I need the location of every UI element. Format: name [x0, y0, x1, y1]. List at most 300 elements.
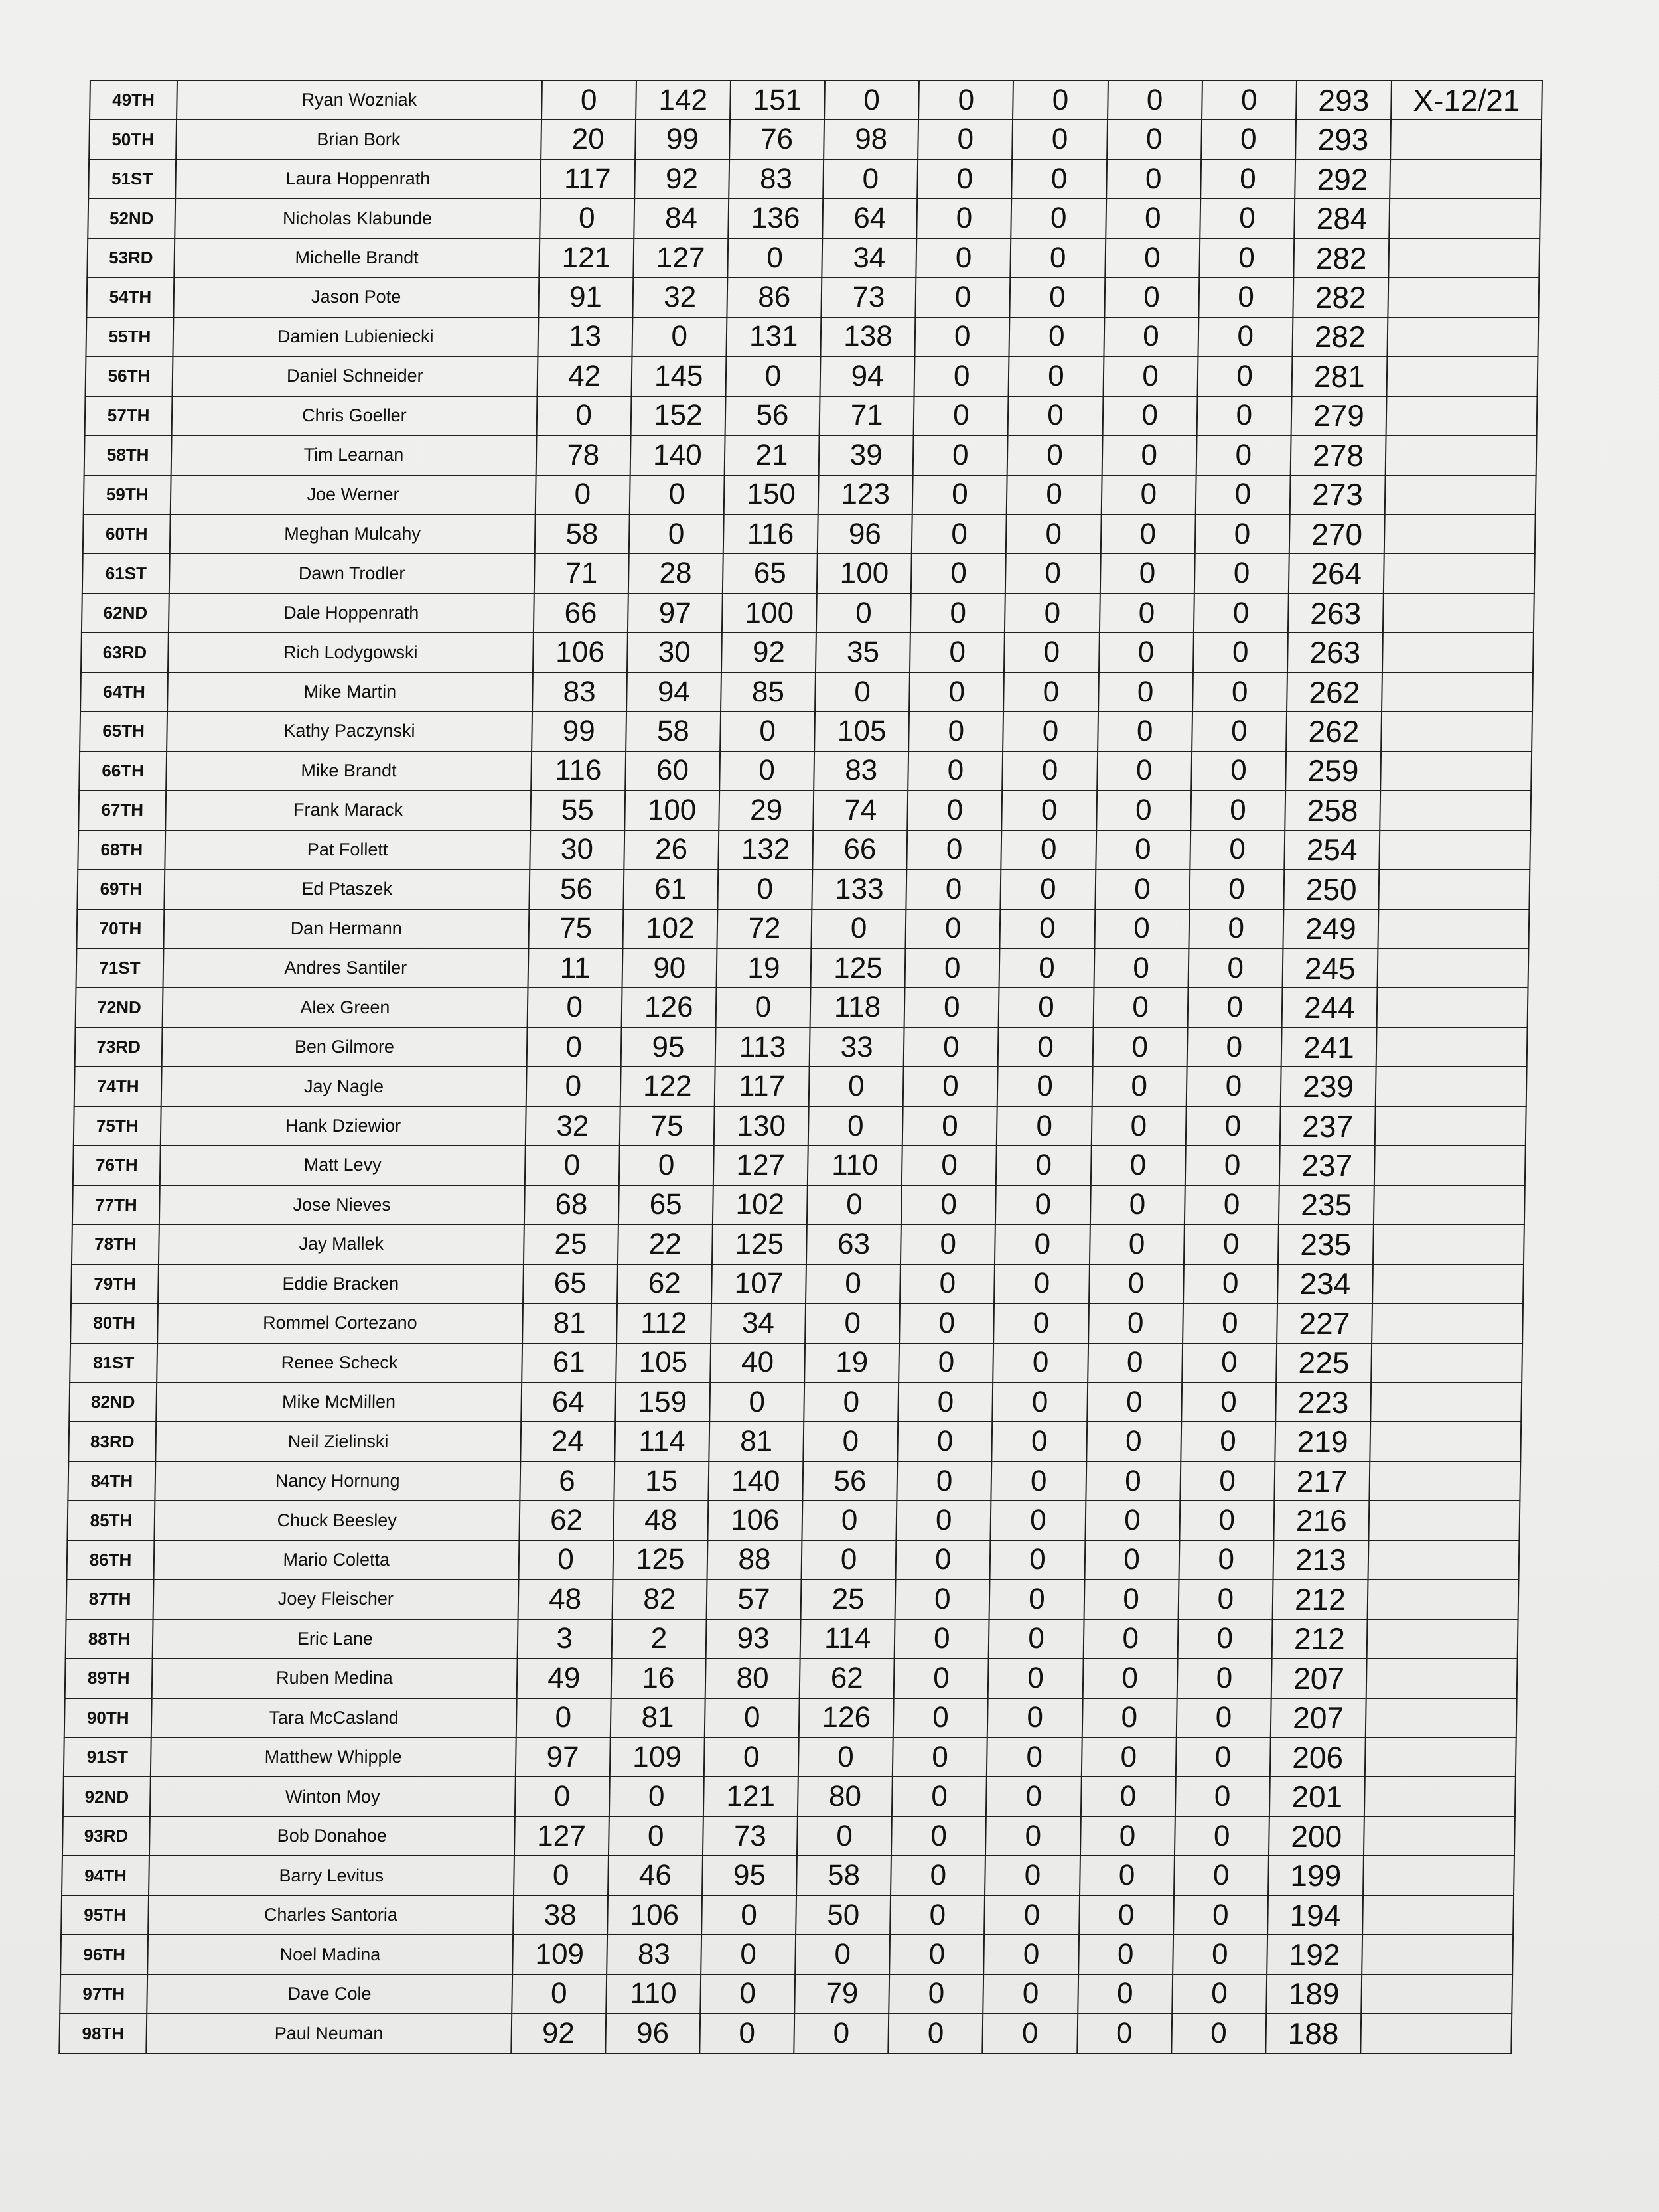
- note-cell: [1370, 1382, 1522, 1422]
- place-cell: 75TH: [74, 1106, 161, 1145]
- table-row: [87, 238, 1540, 277]
- player-name-cell: Nicholas Klabunde: [175, 198, 540, 238]
- score-cell: 55: [530, 790, 625, 830]
- player-name-cell: Chuck Beesley: [155, 1501, 520, 1540]
- score-cell: 0: [823, 159, 918, 198]
- score-cell: 0: [918, 80, 1013, 119]
- score-cell: 99: [635, 119, 730, 159]
- place-cell: 72ND: [76, 988, 163, 1027]
- score-cell: 0: [1194, 593, 1289, 632]
- note-cell: [1362, 1935, 1513, 1974]
- score-cell: 0: [1082, 1659, 1177, 1698]
- score-cell: 0: [1091, 1106, 1186, 1145]
- score-cell: 0: [1175, 1816, 1269, 1856]
- score-cell: 127: [713, 1145, 808, 1185]
- player-name-cell: Winton Moy: [150, 1777, 515, 1816]
- player-name-cell: Mike Martin: [167, 672, 532, 711]
- score-cell: 105: [814, 711, 909, 751]
- score-cell: 0: [1100, 514, 1195, 553]
- score-cell: 2: [611, 1619, 706, 1659]
- table-row: [73, 1145, 1526, 1185]
- score-cell: 0: [904, 1027, 999, 1067]
- score-cell: 117: [715, 1067, 810, 1106]
- score-cell: 81: [611, 1698, 705, 1737]
- score-cell: 0: [1011, 238, 1106, 277]
- score-cell: 0: [1184, 1224, 1279, 1264]
- score-cell: 0: [1192, 711, 1287, 751]
- place-cell: 91ST: [64, 1737, 151, 1777]
- score-cell: 32: [525, 1106, 620, 1145]
- total-cell: 199: [1268, 1856, 1364, 1895]
- score-cell: 121: [703, 1777, 798, 1816]
- score-cell: 0: [907, 830, 1002, 869]
- score-cell: 0: [899, 1303, 994, 1343]
- score-cell: 57: [706, 1580, 801, 1619]
- total-cell: 281: [1291, 356, 1387, 396]
- score-cell: 0: [816, 593, 911, 632]
- score-cell: 79: [794, 1974, 889, 2014]
- score-cell: 38: [513, 1895, 608, 1935]
- score-cell: 0: [1080, 1816, 1175, 1856]
- table-row: [82, 553, 1535, 593]
- total-cell: 282: [1293, 277, 1388, 317]
- score-cell: 0: [910, 632, 1005, 672]
- score-cell: 0: [526, 1027, 621, 1067]
- score-cell: 0: [992, 1422, 1087, 1461]
- score-cell: 0: [1180, 1461, 1275, 1501]
- player-name-cell: Dan Hermann: [164, 909, 529, 948]
- total-cell: 189: [1266, 1974, 1362, 2014]
- place-cell: 87TH: [66, 1580, 154, 1619]
- score-cell: 0: [512, 1974, 607, 2014]
- total-cell: 244: [1281, 988, 1377, 1027]
- score-cell: 0: [1086, 1461, 1181, 1501]
- note-cell: [1388, 277, 1539, 317]
- score-cell: 80: [705, 1659, 800, 1698]
- score-cell: 0: [704, 1737, 799, 1777]
- standings-table: [58, 80, 1543, 2054]
- score-cell: 0: [725, 356, 820, 396]
- note-cell: [1368, 1540, 1520, 1580]
- player-name-cell: Matt Levy: [160, 1145, 525, 1185]
- score-cell: 0: [1088, 1303, 1183, 1343]
- player-name-cell: Noel Madina: [147, 1935, 512, 1974]
- score-cell: 0: [1094, 909, 1189, 948]
- note-cell: [1387, 356, 1538, 396]
- score-cell: 151: [730, 80, 825, 119]
- score-cell: 0: [902, 1106, 997, 1145]
- score-cell: 63: [806, 1224, 901, 1264]
- note-cell: [1386, 435, 1537, 475]
- score-cell: 0: [909, 672, 1004, 711]
- player-name-cell: Rich Lodygowski: [168, 632, 533, 672]
- score-cell: 0: [895, 1619, 989, 1659]
- player-name-cell: Ruben Medina: [152, 1659, 517, 1698]
- score-cell: 0: [1186, 1067, 1281, 1106]
- score-cell: 0: [908, 711, 1003, 751]
- score-cell: 0: [1190, 830, 1285, 869]
- score-cell: 0: [894, 1659, 989, 1698]
- player-name-cell: Kathy Paczynski: [167, 711, 532, 751]
- score-cell: 0: [632, 317, 727, 356]
- score-cell: 0: [700, 1974, 795, 2014]
- total-cell: 201: [1269, 1777, 1365, 1816]
- score-cell: 33: [810, 1027, 904, 1067]
- total-cell: 200: [1269, 1816, 1364, 1856]
- score-cell: 113: [715, 1027, 810, 1067]
- total-cell: 216: [1273, 1501, 1369, 1540]
- place-cell: 62ND: [82, 593, 169, 632]
- player-name-cell: Rommel Cortezano: [157, 1303, 522, 1343]
- player-name-cell: Dave Cole: [147, 1974, 512, 2014]
- score-cell: 0: [914, 396, 1009, 435]
- total-cell: 282: [1293, 238, 1389, 277]
- score-cell: 85: [721, 672, 816, 711]
- score-cell: 0: [895, 1580, 990, 1619]
- table-row: [70, 1303, 1523, 1343]
- score-cell: 0: [985, 1856, 1080, 1895]
- place-cell: 57TH: [85, 396, 173, 435]
- score-cell: 88: [707, 1540, 802, 1580]
- score-cell: 0: [1195, 475, 1290, 514]
- note-cell: [1378, 948, 1529, 988]
- score-cell: 0: [719, 751, 814, 790]
- score-cell: 0: [1173, 1895, 1268, 1935]
- table-row: [76, 988, 1528, 1027]
- total-cell: 293: [1296, 80, 1392, 119]
- score-cell: 0: [893, 1698, 988, 1737]
- score-cell: 0: [1199, 238, 1294, 277]
- place-cell: 59TH: [84, 475, 171, 514]
- total-cell: 258: [1285, 790, 1380, 830]
- player-name-cell: Daniel Schneider: [173, 356, 538, 396]
- score-cell: 0: [1104, 317, 1198, 356]
- place-cell: 86TH: [66, 1540, 154, 1580]
- score-cell: 6: [520, 1461, 614, 1501]
- score-cell: 0: [797, 1816, 892, 1856]
- score-cell: 0: [986, 1777, 1081, 1816]
- score-cell: 75: [620, 1106, 715, 1145]
- player-name-cell: Tim Learnan: [171, 435, 536, 475]
- table-row: [88, 159, 1541, 198]
- score-cell: 152: [630, 396, 725, 435]
- table-row: [79, 751, 1532, 790]
- score-cell: 0: [802, 1540, 897, 1580]
- place-cell: 96TH: [60, 1935, 148, 1974]
- place-cell: 83RD: [68, 1422, 156, 1461]
- score-cell: 0: [524, 1145, 619, 1185]
- score-cell: 0: [535, 475, 630, 514]
- note-cell: [1375, 1106, 1526, 1145]
- note-cell: [1377, 988, 1528, 1027]
- player-name-cell: Mike McMillen: [156, 1382, 521, 1422]
- score-cell: 91: [538, 277, 633, 317]
- note-cell: [1376, 1027, 1528, 1067]
- table-row: [74, 1106, 1526, 1145]
- total-cell: 225: [1276, 1343, 1372, 1382]
- total-cell: 263: [1288, 593, 1384, 632]
- score-cell: 74: [813, 790, 908, 830]
- score-cell: 0: [803, 1422, 898, 1461]
- score-cell: 0: [1093, 988, 1188, 1027]
- total-cell: 207: [1271, 1698, 1366, 1737]
- score-cell: 0: [1100, 553, 1194, 593]
- score-cell: 0: [1013, 80, 1108, 119]
- score-cell: 0: [518, 1540, 613, 1580]
- note-cell: [1360, 2014, 1512, 2053]
- score-cell: 0: [899, 1343, 993, 1382]
- table-row: [76, 909, 1529, 948]
- score-cell: 106: [533, 632, 628, 672]
- table-row: [84, 435, 1537, 475]
- score-cell: 58: [626, 711, 721, 751]
- score-cell: 65: [618, 1185, 713, 1224]
- player-name-cell: Ben Gilmore: [162, 1027, 527, 1067]
- place-cell: 71ST: [76, 948, 164, 988]
- score-cell: 106: [707, 1501, 802, 1540]
- table-row: [85, 396, 1538, 435]
- player-name-cell: Jay Mallek: [159, 1224, 524, 1264]
- score-cell: 78: [536, 435, 630, 475]
- score-cell: 0: [987, 1698, 1082, 1737]
- note-cell: [1368, 1580, 1519, 1619]
- table-row: [60, 1974, 1512, 2014]
- score-cell: 0: [709, 1382, 804, 1422]
- score-cell: 0: [1003, 672, 1098, 711]
- score-cell: 0: [727, 238, 822, 277]
- score-cell: 0: [1092, 1027, 1187, 1067]
- score-cell: 0: [991, 1461, 1086, 1501]
- player-name-cell: Meghan Mulcahy: [170, 514, 535, 553]
- score-cell: 0: [915, 317, 1010, 356]
- score-cell: 0: [629, 514, 724, 553]
- score-cell: 19: [716, 948, 811, 988]
- score-cell: 68: [524, 1185, 618, 1224]
- table-row: [59, 2014, 1512, 2053]
- score-cell: 0: [998, 1027, 1093, 1067]
- score-cell: 0: [1082, 1698, 1177, 1737]
- score-cell: 0: [900, 1264, 995, 1303]
- score-cell: 0: [912, 514, 1007, 553]
- score-cell: 50: [796, 1895, 891, 1935]
- total-cell: 284: [1294, 198, 1390, 238]
- note-cell: [1384, 553, 1535, 593]
- score-cell: 0: [1086, 1422, 1181, 1461]
- score-cell: 0: [1190, 790, 1285, 830]
- score-cell: 0: [989, 1619, 1084, 1659]
- player-name-cell: Mario Coletta: [154, 1540, 519, 1580]
- score-cell: 114: [614, 1422, 709, 1461]
- note-cell: [1372, 1264, 1524, 1303]
- score-cell: 0: [805, 1303, 900, 1343]
- player-name-cell: Mike Brandt: [166, 751, 531, 790]
- score-cell: 117: [540, 159, 635, 198]
- score-cell: 11: [528, 948, 622, 988]
- note-cell: [1364, 1777, 1516, 1816]
- score-cell: 127: [633, 238, 728, 277]
- place-cell: 93RD: [62, 1816, 150, 1856]
- place-cell: 89TH: [65, 1659, 153, 1698]
- place-cell: 79TH: [71, 1264, 159, 1303]
- player-name-cell: Brian Bork: [176, 119, 541, 159]
- score-cell: 0: [1194, 553, 1289, 593]
- score-cell: 0: [1005, 553, 1100, 593]
- place-cell: 64TH: [80, 672, 168, 711]
- note-cell: [1366, 1659, 1518, 1698]
- score-cell: 0: [993, 1343, 1088, 1382]
- note-cell: [1373, 1224, 1524, 1264]
- total-cell: 249: [1283, 909, 1378, 948]
- place-cell: 95TH: [61, 1895, 149, 1935]
- score-cell: 98: [824, 119, 918, 159]
- score-cell: 136: [728, 198, 823, 238]
- score-cell: 0: [1008, 396, 1103, 435]
- score-cell: 62: [800, 1659, 895, 1698]
- note-cell: [1376, 1067, 1527, 1106]
- score-cell: 0: [1089, 1264, 1184, 1303]
- place-cell: 52ND: [88, 198, 175, 238]
- score-cell: 56: [529, 869, 624, 909]
- table-row: [83, 514, 1536, 553]
- score-cell: 122: [620, 1067, 715, 1106]
- score-cell: 140: [630, 435, 725, 475]
- score-cell: 0: [1189, 869, 1284, 909]
- score-cell: 0: [1007, 475, 1102, 514]
- place-cell: 70TH: [76, 909, 164, 948]
- score-cell: 0: [795, 1935, 890, 1974]
- total-cell: 206: [1270, 1737, 1366, 1777]
- score-cell: 0: [1202, 80, 1297, 119]
- score-cell: 0: [1189, 909, 1283, 948]
- score-cell: 127: [514, 1816, 609, 1856]
- score-cell: 64: [822, 198, 917, 238]
- score-cell: 48: [613, 1501, 708, 1540]
- score-cell: 0: [1000, 909, 1095, 948]
- score-cell: 73: [821, 277, 916, 317]
- player-name-cell: Andres Santiler: [163, 948, 528, 988]
- score-cell: 71: [534, 553, 628, 593]
- score-cell: 0: [984, 1935, 1079, 1974]
- score-cell: 0: [809, 1067, 904, 1106]
- player-name-cell: Frank Marack: [165, 790, 530, 830]
- player-name-cell: Eric Lane: [153, 1619, 518, 1659]
- score-cell: 0: [999, 948, 1094, 988]
- score-cell: 0: [1191, 751, 1286, 790]
- score-cell: 0: [794, 2014, 889, 2053]
- score-cell: 0: [916, 198, 1011, 238]
- score-cell: 110: [808, 1145, 902, 1185]
- score-cell: 0: [991, 1501, 1086, 1540]
- score-cell: 0: [1080, 1777, 1175, 1816]
- score-cell: 0: [540, 198, 634, 238]
- table-row: [81, 632, 1534, 672]
- score-cell: 0: [898, 1382, 993, 1422]
- score-cell: 0: [1078, 1974, 1173, 2014]
- note-cell: [1363, 1856, 1514, 1895]
- score-cell: 0: [1101, 475, 1196, 514]
- score-cell: 3: [517, 1619, 612, 1659]
- score-cell: 0: [1001, 830, 1096, 869]
- score-cell: 66: [534, 593, 628, 632]
- table-row: [86, 317, 1538, 356]
- total-cell: 293: [1295, 119, 1391, 159]
- score-cell: 0: [536, 396, 631, 435]
- score-cell: 0: [1183, 1303, 1277, 1343]
- score-cell: 0: [997, 1106, 1092, 1145]
- score-cell: 125: [712, 1224, 807, 1264]
- score-cell: 0: [1001, 869, 1096, 909]
- score-cell: 64: [521, 1382, 616, 1422]
- score-cell: 34: [711, 1303, 806, 1343]
- score-cell: 92: [511, 2014, 606, 2053]
- score-cell: 0: [1010, 277, 1105, 317]
- score-cell: 0: [1200, 159, 1295, 198]
- score-cell: 142: [636, 80, 731, 119]
- table-row: [82, 593, 1534, 632]
- note-cell: [1371, 1343, 1522, 1382]
- score-cell: 0: [1081, 1737, 1176, 1777]
- total-cell: 188: [1265, 2014, 1361, 2053]
- score-cell: 0: [808, 1106, 903, 1145]
- score-cell: 97: [515, 1737, 610, 1777]
- score-cell: 86: [727, 277, 822, 317]
- total-cell: 237: [1280, 1106, 1376, 1145]
- player-name-cell: Dale Hoppenrath: [169, 593, 534, 632]
- score-cell: 19: [804, 1343, 899, 1382]
- score-cell: 0: [802, 1501, 897, 1540]
- place-cell: 74TH: [74, 1067, 162, 1106]
- player-name-cell: Neil Zielinski: [155, 1422, 520, 1461]
- score-cell: 0: [987, 1737, 1082, 1777]
- score-cell: 90: [622, 948, 717, 988]
- score-cell: 0: [806, 1264, 901, 1303]
- score-cell: 0: [993, 1382, 1088, 1422]
- score-cell: 0: [905, 948, 1000, 988]
- score-cell: 0: [902, 1145, 997, 1185]
- score-cell: 0: [996, 1145, 1091, 1185]
- score-cell: 0: [1007, 435, 1102, 475]
- score-cell: 0: [1085, 1501, 1180, 1540]
- score-cell: 0: [1012, 119, 1107, 159]
- score-cell: 0: [1171, 2014, 1266, 2053]
- total-cell: 207: [1271, 1659, 1367, 1698]
- score-cell: 0: [1181, 1422, 1275, 1461]
- total-cell: 245: [1282, 948, 1378, 988]
- note-cell: [1383, 593, 1534, 632]
- score-cell: 0: [1079, 1895, 1174, 1935]
- note-cell: [1381, 711, 1532, 751]
- score-cell: 82: [612, 1580, 707, 1619]
- score-cell: 97: [628, 593, 723, 632]
- score-cell: 94: [626, 672, 721, 711]
- total-cell: 262: [1286, 711, 1382, 751]
- score-cell: 30: [530, 830, 624, 869]
- note-cell: [1382, 632, 1534, 672]
- score-cell: 0: [983, 2014, 1078, 2053]
- score-cell: 0: [1107, 119, 1202, 159]
- total-cell: 259: [1285, 751, 1381, 790]
- total-cell: 254: [1284, 830, 1380, 869]
- score-cell: 0: [1094, 948, 1189, 988]
- score-cell: 114: [800, 1619, 895, 1659]
- note-cell: [1361, 1974, 1512, 2014]
- score-cell: 61: [623, 869, 718, 909]
- total-cell: 217: [1274, 1461, 1370, 1501]
- score-cell: 0: [997, 1067, 1092, 1106]
- score-cell: 58: [796, 1856, 891, 1895]
- place-cell: 88TH: [66, 1619, 153, 1659]
- score-cell: 0: [906, 909, 1001, 948]
